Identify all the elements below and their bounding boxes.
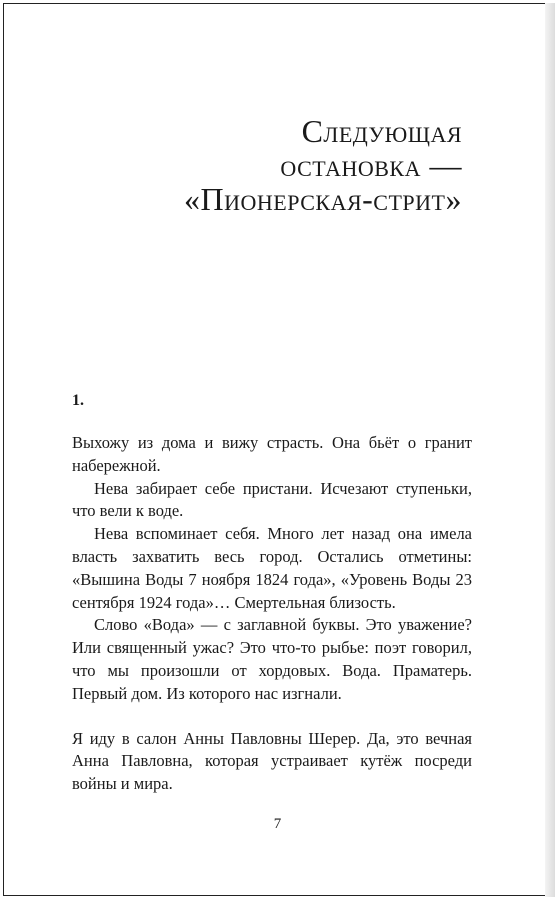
body-text bbox=[72, 432, 472, 796]
chapter-title-line-1: Следующая bbox=[301, 113, 462, 149]
paragraph: Слово «Вода» — с заглавной буквы. Это уважение? Или священный ужас? Это что-то рыбье: поэт говорил, что мы произошли от хордовых. Вода. Праматерь. Первый дом. Из которого нас изгнали. bbox=[72, 615, 472, 703]
chapter-title-line-2: остановка — bbox=[280, 147, 462, 183]
section-number: 1. bbox=[72, 392, 84, 409]
paragraph: Нева забирает себе пристани. Исчезают ступеньки, что вели к воде. bbox=[72, 478, 472, 521]
page-edge-shadow bbox=[545, 3, 555, 897]
paragraph: Нева вспоминает себя. Много лет назад она имела власть захватить весь город. Остались отметины: «Вышина Воды 7 ноября 1824 года», «Уровень Воды 23 сентября 1924 года»… Смертельная близость. bbox=[72, 524, 472, 612]
book-page bbox=[3, 3, 550, 896]
chapter-title-line-3: «Пионерская-стрит» bbox=[184, 181, 462, 217]
page-number: 7 bbox=[273, 816, 282, 832]
paragraph-gap bbox=[72, 706, 472, 728]
paragraph: Выхожу из дома и вижу страсть. Она бьёт о гранит набережной. bbox=[72, 433, 472, 475]
chapter-title bbox=[184, 114, 462, 216]
paragraph: Я иду в салон Анны Павловны Шерер. Да, это вечная Анна Павловна, которая устраивает кутёж посреди войны и мира. bbox=[72, 728, 472, 794]
